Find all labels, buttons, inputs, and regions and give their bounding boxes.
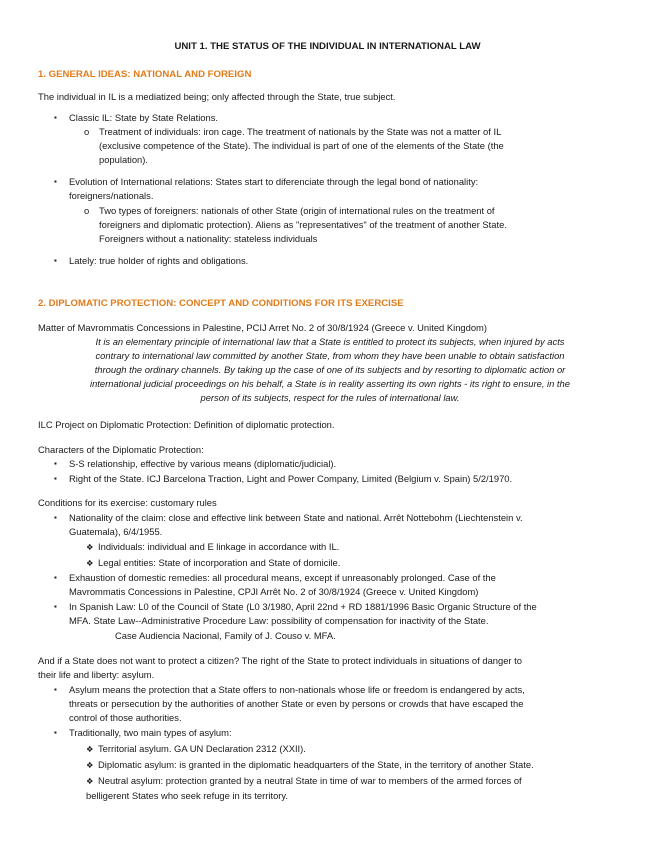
square-bullet-icon: ▪ [54,602,57,611]
asylum-type-neutral: Neutral asylum: protection granted by a neutral State in time of war to members of the armed forces of [98,775,522,786]
asylum-intro-line-2: their life and liberty: asylum. [38,669,155,680]
spanish-law-line-3: Case Audiencia Nacional, Family of J. Couso v. MFA. [115,630,336,641]
classic-sub-line-2: (exclusive competence of the State). The individual is part of one of the elements of the State (the [99,140,504,151]
square-bullet-icon: ▪ [54,474,57,483]
nationality-line-2: Guatemala), 6/4/1955. [69,526,163,537]
asylum-type-territorial: Territorial asylum. GA UN Declaration 2312 (XXII). [98,743,306,754]
evolution-sub-line-1: Two types of foreigners: nationals of other State (origin of international rules on the treatment of [99,205,495,216]
square-bullet-icon: ▪ [54,513,57,522]
characters-heading: Characters of the Diplomatic Protection: [38,444,204,455]
asylum-type-neutral-cont: belligerent States who seek refuge in its territory. [86,790,289,801]
circle-bullet-icon: o [84,126,90,137]
square-bullet-icon: ▪ [54,256,57,265]
conditions-heading: Conditions for its exercise: customary rules [38,497,217,508]
evolution-sub-line-2: foreigners and diplomatic protection). Aliens as "representatives" of the treatment of another State. [99,219,507,230]
evolution-line-2: foreigners/nationals. [69,190,154,201]
nationality-line-1: Nationality of the claim: close and effective link between State and national. Arrêt Nottebohm (Liechtenstein v. [69,512,523,523]
square-bullet-icon: ▪ [54,728,57,737]
section-1-intro: The individual in IL is a mediatized being; only affected through the State, true subject. [38,91,396,102]
classic-il-item: Classic IL: State by State Relations. [69,112,219,123]
section-1-heading: 1. GENERAL IDEAS: NATIONAL AND FOREIGN [38,69,252,80]
asylum-def-line-2: threats or persecution by the authorities of another State or even by persons or crowds that have escaped the [69,698,524,709]
circle-bullet-icon: o [84,205,90,216]
ilc-project: ILC Project on Diplomatic Protection: Definition of diplomatic protection. [38,419,335,430]
characters-item-2: Right of the State. ICJ Barcelona Traction, Light and Power Company, Limited (Belgium v. Spain) 5/2/1970. [69,473,513,484]
quote-line-5: person of its subjects, respect for the rules of international law. [200,392,460,403]
evolution-sub-line-3: Foreigners without a nationality: stateless individuals [99,233,318,244]
page-title: UNIT 1. THE STATUS OF THE INDIVIDUAL IN INTERNATIONAL LAW [174,41,481,52]
square-bullet-icon: ▪ [54,113,57,122]
square-bullet-icon: ▪ [54,459,57,468]
square-bullet-icon: ▪ [54,177,57,186]
mavrommatis-case: Matter of Mavrommatis Concessions in Palestine, PCIJ Arret No. 2 of 30/8/1924 (Greece v. United Kingdom) [38,322,487,333]
nationality-sub-legal-entities: Legal entities: State of incorporation and State of domicile. [98,557,341,568]
traditionally-item: Traditionally, two main types of asylum: [69,727,232,738]
square-bullet-icon: ▪ [54,573,57,582]
asylum-intro-line-1: And if a State does not want to protect a citizen? The right of the State to protect individuals in situations of danger to [38,655,522,666]
evolution-line-1: Evolution of International relations: States start to diferenciate through the legal bond of nationality: [69,176,479,187]
section-2-heading: 2. DIPLOMATIC PROTECTION: CONCEPT AND CONDITIONS FOR ITS EXERCISE [38,298,404,309]
asylum-def-line-3: control of those authorities. [69,712,182,723]
diamond-bullet-icon: ❖ [86,776,94,786]
nationality-sub-individuals: Individuals: individual and E linkage in accordance with IL. [98,541,340,552]
quote-line-4: international judicial proceedings on his behalf, a State is in reality asserting its own rights - its right to ensure, in the [90,378,570,389]
classic-sub-line-1: Treatment of individuals: iron cage. The treatment of nationals by the State was not a matter of IL [99,126,502,137]
classic-sub-line-3: population). [99,154,148,165]
exhaustion-line-1: Exhaustion of domestic remedies: all procedural means, except if unreasonably prolonged. Case of the [69,572,496,583]
exhaustion-line-2: Mavrommatis Concessions in Palestine, CPJI Arrêt No. 2 of 30/8/1924 (Greece v. United Kingdom) [69,586,479,597]
diamond-bullet-icon: ❖ [86,760,94,770]
diamond-bullet-icon: ❖ [86,542,94,552]
asylum-def-line-1: Asylum means the protection that a State offers to non-nationals whose life or freedom is endangered by acts, [69,684,525,695]
asylum-type-diplomatic: Diplomatic asylum: is granted in the diplomatic headquarters of the State, in the territory of another State. [98,759,534,770]
quote-line-2: contrary to international law committed by another State, from whom they have been unable to obtain satisfaction [95,350,565,361]
spanish-law-line-1: In Spanish Law: L0 of the Council of State (L0 3/1980, April 22nd + RD 1881/1996 Basic Organic Structure of the [69,601,537,612]
square-bullet-icon: ▪ [54,685,57,694]
spanish-law-line-2: MFA. State Law--Administrative Procedure Law: possibility of compensation for inactivity of the State. [69,615,489,626]
lately-item: Lately: true holder of rights and obligations. [69,255,249,266]
diamond-bullet-icon: ❖ [86,744,94,754]
diamond-bullet-icon: ❖ [86,558,94,568]
quote-line-1: It is an elementary principle of international law that a State is entitled to protect its subjects, when injured by acts [95,336,565,347]
characters-item-1: S-S relationship, effective by various means (diplomatic/judicial). [69,458,337,469]
quote-line-3: through the ordinary channels. By taking up the case of one of its subjects and by resorting to diplomatic action or [94,364,566,375]
